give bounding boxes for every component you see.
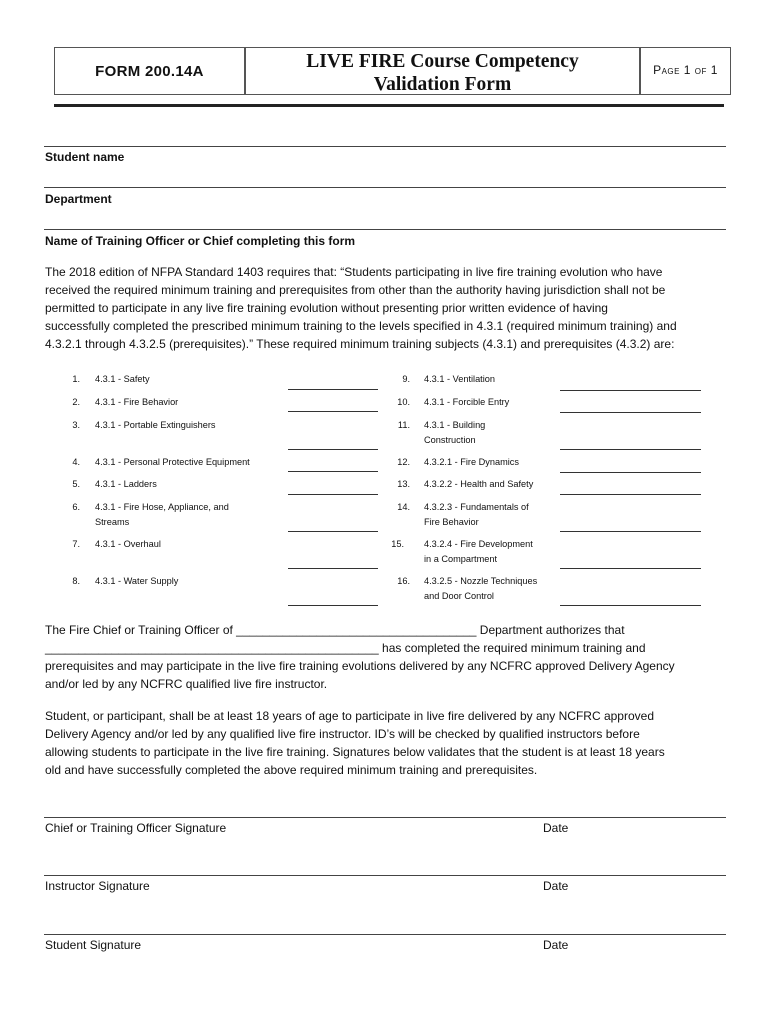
chief-signature-line[interactable] <box>44 817 726 818</box>
form-title-line1: LIVE FIRE Course Competency <box>306 51 579 72</box>
item-number: 8. <box>72 576 80 586</box>
page-number: Page 1 of 1 <box>653 63 718 77</box>
item-5-initial-field[interactable] <box>288 494 378 495</box>
item-number: 12. <box>397 457 410 467</box>
item-6-initial-field[interactable] <box>288 531 378 532</box>
form-number-box <box>54 47 245 95</box>
item-label-cont: Construction <box>424 434 476 445</box>
item-label: 4.3.1 - Personal Protective Equipment <box>95 457 250 467</box>
item-number: 4. <box>72 457 80 467</box>
item-number: 13. <box>397 479 410 489</box>
item-label-cont: Fire Behavior <box>424 516 479 527</box>
item-label-cont: Streams <box>95 516 130 527</box>
item-label: 4.3.1 - Forcible Entry <box>424 397 510 407</box>
item-8-initial-field[interactable] <box>288 605 378 606</box>
item-4-initial-field[interactable] <box>288 471 378 472</box>
intro-line: received the required minimum training and prerequisites from other than the authority having jurisdiction shall not be <box>45 283 666 297</box>
item-11-initial-field[interactable] <box>560 449 701 450</box>
student-signature-label: Student Signature <box>45 938 142 952</box>
item-7-initial-field[interactable] <box>288 568 378 569</box>
item-label: 4.3.2.2 - Health and Safety <box>424 479 534 489</box>
item-13-initial-field[interactable] <box>560 494 701 495</box>
item-label: 4.3.2.4 - Fire Development <box>424 539 533 549</box>
item-label: 4.3.1 - Overhaul <box>95 539 161 549</box>
header-divider <box>54 104 724 107</box>
item-number: 11. <box>397 420 410 430</box>
item-label: 4.3.1 - Water Supply <box>95 576 179 586</box>
item-1-initial-field[interactable] <box>288 389 378 390</box>
page-number-box <box>640 47 731 95</box>
item-label: 4.3.1 - Ventilation <box>424 374 495 384</box>
chief-date-label: Date <box>543 821 569 835</box>
student-name-top-rule <box>44 146 726 147</box>
title-box <box>245 47 640 95</box>
age-line: Student, or participant, shall be at least 18 years of age to participate in live fire delivered by any NCFRC approved <box>45 709 654 723</box>
item-2-initial-field[interactable] <box>288 411 378 412</box>
item-number: 1. <box>72 374 80 384</box>
item-number: 2. <box>72 397 80 407</box>
intro-line: 4.3.2.1 through 4.3.2.5 (prerequisites).” These required minimum training subjects (4.3.1) and prerequisites (4.3.2) are: <box>45 337 675 351</box>
instructor-signature-line[interactable] <box>44 875 726 876</box>
item-12-initial-field[interactable] <box>560 472 701 473</box>
form-number: FORM 200.14A <box>95 63 204 80</box>
item-label: 4.3.1 - Fire Hose, Appliance, and <box>95 502 229 512</box>
item-number: 9. <box>402 374 410 384</box>
training-officer-label: Name of Training Officer or Chief completing this form <box>45 234 356 248</box>
item-label-cont: in a Compartment <box>424 553 498 564</box>
form-title-line2: Validation Form <box>373 74 512 95</box>
intro-line: permitted to participate in any live fire training evolution without presenting prior written evidence of having <box>45 301 608 315</box>
student-date-label: Date <box>543 938 569 952</box>
item-number: 5. <box>72 479 80 489</box>
item-10-initial-field[interactable] <box>560 412 701 413</box>
instructor-date-label: Date <box>543 879 569 893</box>
form-title <box>246 50 639 96</box>
age-line: old and have successfully completed the above required minimum training and prerequisites. <box>45 763 538 777</box>
item-label: 4.3.1 - Building <box>424 420 486 430</box>
age-requirement-paragraph <box>45 707 729 779</box>
item-number: 7. <box>72 539 80 549</box>
student-name-label: Student name <box>45 150 125 164</box>
authorization-line: prerequisites and may participate in the live fire training evolutions delivered by any NCFRC approved Delivery Agency <box>45 659 675 673</box>
department-field[interactable] <box>44 229 726 230</box>
item-number: 3. <box>72 420 80 430</box>
authorization-line: and/or led by any NCFRC qualified live fire instructor. <box>45 677 328 691</box>
item-number: 10. <box>397 397 410 407</box>
item-number: 16. <box>397 576 410 586</box>
item-label: 4.3.1 - Fire Behavior <box>95 397 179 407</box>
item-3-initial-field[interactable] <box>288 449 378 450</box>
instructor-signature-label: Instructor Signature <box>45 879 150 893</box>
item-label: 4.3.2.1 - Fire Dynamics <box>424 457 519 467</box>
item-label-cont: and Door Control <box>424 590 494 601</box>
item-label: 4.3.2.5 - Nozzle Techniques <box>424 576 538 586</box>
authorization-line: The Fire Chief or Training Officer of ____________________________________ Department authorizes that <box>45 623 625 637</box>
age-line: allowing students to participate in the live fire training. Signatures below validates that the student is at least 18 years <box>45 745 665 759</box>
student-signature-line[interactable] <box>44 934 726 935</box>
authorization-paragraph <box>45 621 729 693</box>
item-16-initial-field[interactable] <box>560 605 701 606</box>
item-14-initial-field[interactable] <box>560 531 701 532</box>
intro-line: The 2018 edition of NFPA Standard 1403 requires that: “Students participating in live fire training evolution who have <box>45 265 663 279</box>
intro-paragraph <box>45 263 729 353</box>
item-15-initial-field[interactable] <box>560 568 701 569</box>
authorization-line: __________________________________________________ has completed the required minimum training and <box>45 641 646 655</box>
item-label: 4.3.1 - Portable Extinguishers <box>95 420 216 430</box>
item-9-initial-field[interactable] <box>560 390 701 391</box>
item-label: 4.3.1 - Ladders <box>95 479 157 489</box>
item-number: 15. <box>391 539 404 549</box>
department-label: Department <box>45 192 112 206</box>
item-number: 14. <box>397 502 410 512</box>
item-number: 6. <box>72 502 80 512</box>
item-label: 4.3.1 - Safety <box>95 374 150 384</box>
chief-signature-label: Chief or Training Officer Signature <box>45 821 227 835</box>
item-label: 4.3.2.3 - Fundamentals of <box>424 502 529 512</box>
intro-line: successfully completed the prescribed minimum training to the levels specified in 4.3.1 (required minimum training) and <box>45 319 677 333</box>
student-name-field[interactable] <box>44 187 726 188</box>
age-line: Delivery Agency and/or led by any qualified live fire instructor. ID’s will be checked by qualified instructors before <box>45 727 640 741</box>
